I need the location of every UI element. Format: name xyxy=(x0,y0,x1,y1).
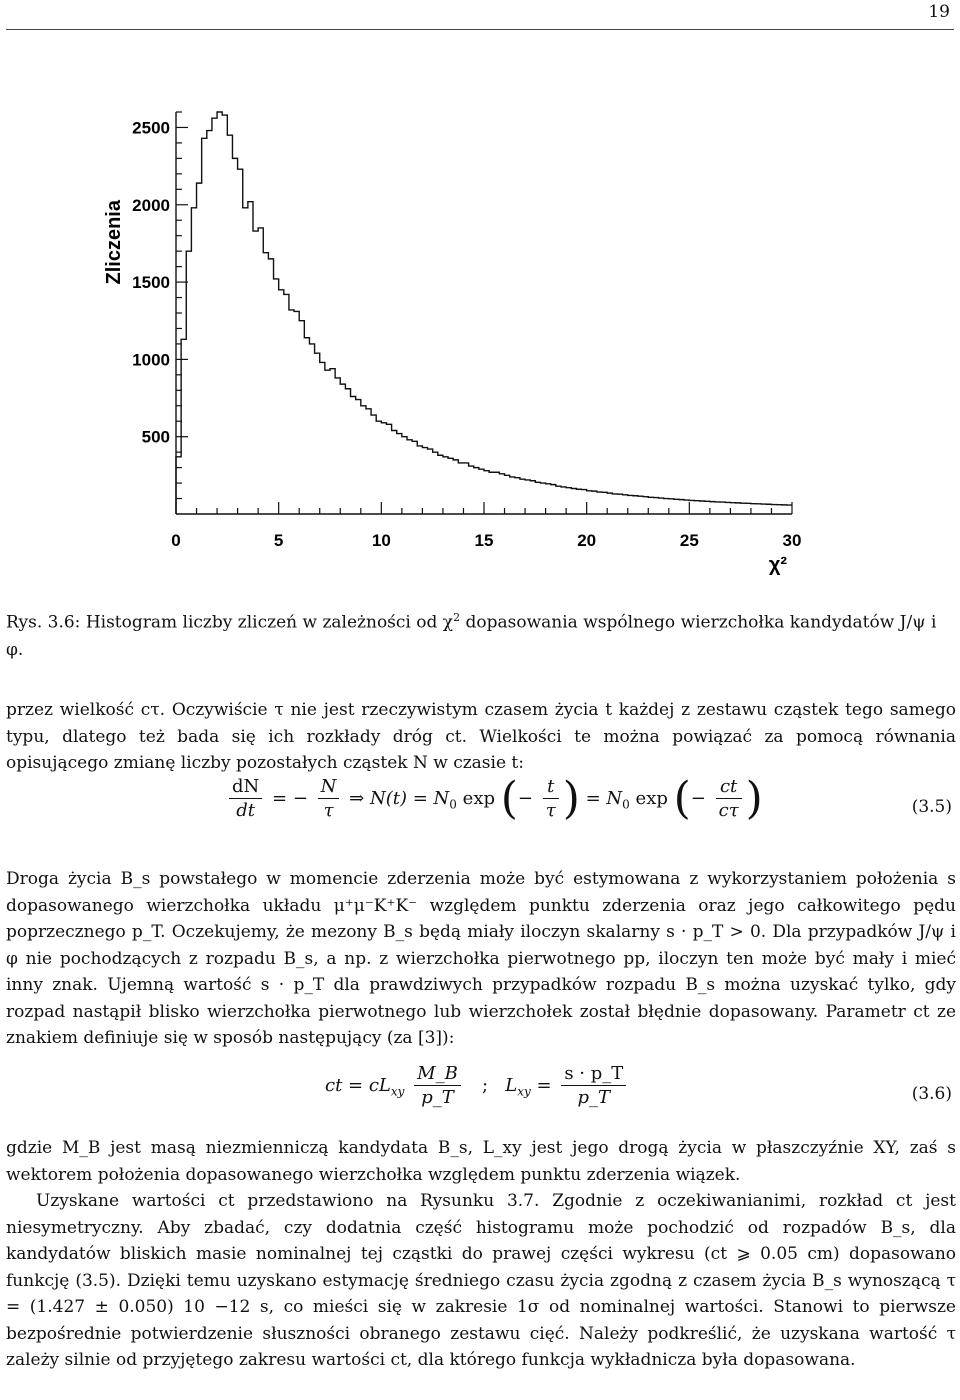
x-tick-label: 5 xyxy=(273,531,284,550)
eq35-fraction-1: $\frac{N}{\tau}$ xyxy=(318,775,340,823)
paragraph-1: przez wielkość cτ. Oczywiście τ nie jest rzeczywistym czasem życia t każdej z zestawu cząstek tego samego typu, dlatego też bada się ich rozkłady dróg ct. Wielkości te można powiązać za pomocą równania opisującego zmianę liczby pozostałych cząstek N w czasie t: xyxy=(6,700,956,773)
y-tick-label: 1500 xyxy=(132,273,170,293)
caption-text-end: dopasowania wspólnego wierzchołka kandydatów J/ψ i φ. xyxy=(6,612,937,660)
equation-3-6: ct = $cL_{xy}$ $\frac{M\_B}{p\_T}$ ; $L_{xy}$ = $\frac{s \cdot p\_T}{p\_T}$ (3.6) xyxy=(325,1063,952,1109)
histogram-figure xyxy=(0,100,960,590)
y-axis-title: Zliczenia xyxy=(103,200,125,285)
x-tick-label: 30 xyxy=(782,531,802,550)
x-tick-label: 25 xyxy=(679,531,699,550)
figure-caption xyxy=(6,604,956,664)
equation-3-5: $\frac{dN}{dt}$ = − $\frac{N}{\tau}$ ⇒ $N(t) = N_0$ exp (− $\frac{t}{\tau}$ ) = $N_0$ exp (− $\frac{ct}{c\tau}$ ) (3.5) xyxy=(0,775,960,875)
caption-label: Rys. 3.6: xyxy=(6,612,81,633)
paragraph-3: gdzie M_B jest masą niezmienniczą kandydata B_s, L_xy jest jego drogą życia w płaszczyźnie XY, zaś s wektorem położenia dopasowanego wierzchołka względem punktu zderzenia wiązek. xyxy=(6,1138,956,1185)
eq36-fraction-1: $\frac{M\_B}{p\_T}$ xyxy=(414,1062,461,1110)
page-number: 19 xyxy=(928,2,950,22)
eq36-number: (3.6) xyxy=(911,1084,952,1104)
paragraph-4: Uzyskane wartości ct przedstawiono na Rysunku 3.7. Zgodnie z oczekiwanianimi, rozkład ct jest niesymetryczny. Aby zbadać, czy dodatnia część histogramu może pochodzić od rozpadów B_s, dla kandydatów bliskich masie nominalnej tej cząstki do prawej części wykresu (ct ⩾ 0.05 cm) dopasowano funkcję (3.5). Dzięki temu uzyskano estymację średniego czasu życia zgodną z czasem życia B_s wynoszącą τ = (1.427 ± 0.050) 10 −12 s, co mieści się w zakresie 1σ od nominalnej wartości. Stanowi to pierwsze bezpośrednie potwierdzenie słuszności obranego zestawu cięć. Należy podkreślić, że uzyskana wartość τ zależy silnie od przyjętego zakresu wartości ct, dla którego funkcja wykładnicza była dopasowana. xyxy=(6,1191,956,1370)
y-tick-label: 1000 xyxy=(132,350,170,370)
x-tick-label: 15 xyxy=(474,531,494,550)
eq35-fraction-3: $\frac{ct}{c\tau}$ xyxy=(716,775,742,823)
header-rule xyxy=(6,29,954,30)
y-tick-label: 500 xyxy=(141,427,170,447)
x-axis-title: χ² xyxy=(768,554,788,576)
y-tick-label: 2000 xyxy=(132,195,170,215)
eq35-lhs-fraction: $\frac{dN}{dt}$ xyxy=(229,775,262,823)
eq35-number: (3.5) xyxy=(911,797,952,817)
y-tick-label: 2500 xyxy=(132,118,170,138)
x-tick-label: 20 xyxy=(577,531,597,550)
paragraph-2: Droga życia B_s powstałego w momencie zderzenia może być estymowana z wykorzystaniem położenia s dopasowanego wierzchołka układu μ⁺μ⁻K⁺K⁻ względem punktu zderzenia oraz jego całkowitego pędu poprzecznego p_T. Oczekujemy, że mezony B_s będą miały iloczyn skalarny s · p_T > 0. Dla przypadków J/ψ i φ nie pochodzących z rozpadu B_s, a np. z wierzchołka pierwotnego pp, iloczyn ten może być mały i mieć inny znak. Ujemną wartość s · p_T dla prawdziwych przypadków rozpadu B_s można uzyskać tylko, gdy rozpad nastąpił blisko wierzchołka pierwotnego lub wierzchołek został błędnie dopasowany. Parametr ct ze znakiem definiuje się w sposób następujący (za [3]): xyxy=(6,869,956,1048)
caption-text: Histogram liczby zliczeń w zależności od χ xyxy=(85,612,454,633)
eq35-fraction-2: $\frac{t}{\tau}$ xyxy=(543,775,559,823)
x-tick-label: 10 xyxy=(371,531,391,550)
caption-sup: 2 xyxy=(453,611,461,624)
eq36-fraction-2: $\frac{s \cdot p\_T}{p\_T}$ xyxy=(561,1062,626,1110)
histogram-outline xyxy=(176,112,792,514)
x-tick-label: 0 xyxy=(171,531,181,550)
